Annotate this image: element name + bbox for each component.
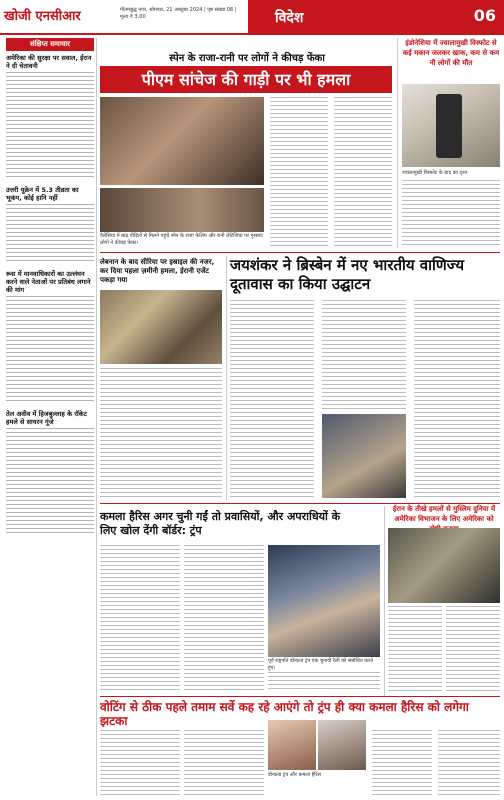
kamala-story-photo [268, 545, 380, 657]
kamala-story-text [268, 672, 380, 692]
masthead [0, 0, 504, 35]
brief-item [6, 410, 94, 536]
jaishankar-story-text [230, 300, 314, 498]
top-story-photo-secondary [100, 188, 264, 232]
row-divider [100, 696, 500, 697]
iran-story-photo [388, 528, 500, 603]
voting-story-text [100, 730, 180, 796]
brief-headline: रूस में मानवाधिकारों का उल्लंघन करने वाले नेताओं पर प्रतिबंध लगाने की मांग [6, 270, 91, 294]
brief-item [6, 186, 94, 264]
volcano-story-caption: ज्वालामुखी विस्फोट के बाद का दृश्य [402, 170, 468, 176]
brief-column-header: संक्षिप्त समाचार [6, 38, 94, 51]
jaishankar-story-photo [322, 414, 406, 498]
voting-story-headline: वोटिंग से ठीक पहले तमाम सर्वे कह रहे आएंगे तो ट्रंप ही क्या कमला हैरिस को लगेगा झटका [100, 700, 469, 728]
row-divider [100, 252, 500, 253]
brief-column [6, 38, 94, 796]
kamala-story-caption: पूर्व राष्ट्रपति डोनाल्ड ट्रंप एक चुनावी रैली को संबोधित करते हुए। [268, 658, 374, 671]
brief-headline: उत्तरी यूक्रेन में 5.3 तीव्रता का भूकंप, कोई हानि नहीं [6, 186, 79, 202]
column-divider [226, 256, 227, 500]
iran-story-text [388, 606, 442, 692]
brief-text [6, 428, 94, 536]
iran-story-headline: ईरान के तीखे हमलों से मुस्लिम दुनिया में अमेरिका विभाजन के लिए अमेरिका को [392, 505, 496, 523]
voting-story-text [184, 730, 264, 796]
top-story-text-column [334, 97, 392, 247]
top-story-caption: वैलेंसिया में बाढ़ पीड़ितों से मिलने पहुंचे स्पेन के राजा फेलिप और रानी लेटिजिया पर गुस्साए लोगों ने कीचड़ फेंका। [100, 233, 263, 246]
brief-text [6, 72, 94, 180]
voting-story-text [438, 730, 500, 796]
column-divider [96, 38, 97, 796]
phone-shape [436, 94, 462, 158]
kamala-story-text [184, 545, 264, 690]
page-number: 06 [473, 6, 496, 25]
jaishankar-story-text [414, 300, 500, 498]
jaishankar-story-headline: जयशंकर ने ब्रिस्बेन में नए भारतीय वाणिज्य दूतावास का किया उद्घाटन [230, 256, 465, 293]
brief-item [6, 54, 94, 180]
brief-headline: तेल अवीव में हिजबुल्लाह के रॉकेट हमले से सायरन गूंजे [6, 410, 87, 426]
top-story-photo [100, 97, 264, 185]
lebanon-story-photo [100, 290, 222, 364]
edition-meta: गौतमबुद्ध नगर, सोमवार, 21 अक्टूबर 2024 | पृष्ठ संख्या 08 | मूल्य ₹ 3.00 [120, 7, 237, 20]
lebanon-story-text [100, 368, 222, 498]
brief-item [6, 270, 94, 404]
brief-headline: अमेरिका की सुरक्षा पर सवाल, ईरान ने दी चेतावनी [6, 54, 92, 70]
volcano-story-text [402, 180, 500, 248]
top-story-text-column [270, 97, 328, 247]
volcano-story-headline: इंडोनेशिया में ज्वालामुखी विस्फोट से कई मकान जलकर खाक, कम से कम नौ लोगों की मौत [402, 39, 500, 67]
voting-story-caption: डोनाल्ड ट्रंप और कमला हैरिस [268, 772, 321, 778]
harris-photo [318, 720, 366, 770]
newspaper-logo: खोजी एनसीआर [4, 9, 81, 24]
iran-story-text [446, 606, 500, 692]
lebanon-story-headline: लेबनान के बाद सीरिया पर इस्राइल की नजर, कर दिया पहला ज़मीनी हमला, ईरानी एजेंट पकड़ा गया [100, 258, 215, 284]
volcano-story-photo [402, 84, 500, 167]
brief-text [6, 296, 94, 404]
jaishankar-story-text [322, 300, 406, 410]
top-story-kicker: स्पेन के राजा-रानी पर लोगों ने कीचड़ फेंका [169, 53, 325, 64]
kamala-story-text [100, 545, 180, 690]
brief-text [6, 204, 94, 264]
column-divider [397, 38, 398, 248]
column-divider [384, 506, 385, 696]
section-title: विदेश [275, 10, 304, 26]
voting-story-text [372, 730, 432, 796]
trump-photo [268, 720, 316, 770]
kamala-story-headline: कमला हैरिस अगर चुनी गईं तो प्रवासियों, और अपराधियों के लिए खोल देंगी बॉर्डर: ट्रंप [100, 510, 341, 537]
top-story-headline: पीएम सांचेज की गाड़ी पर भी हमला [100, 66, 392, 93]
